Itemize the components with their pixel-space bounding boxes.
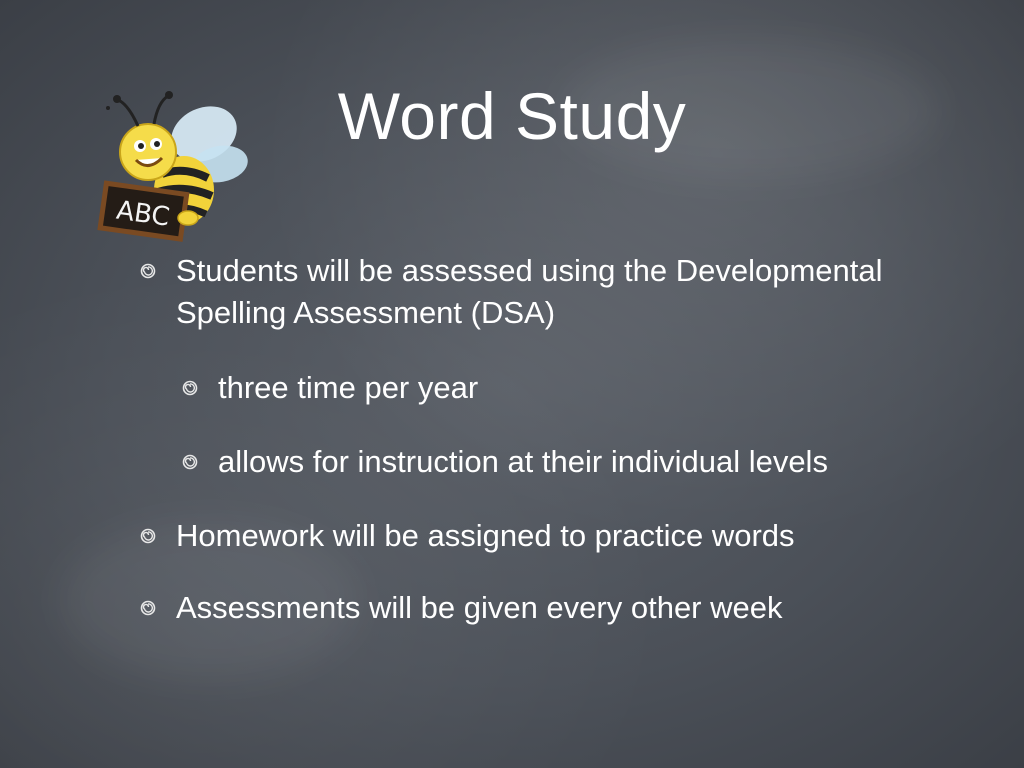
- swirl-bullet-icon: [182, 454, 198, 470]
- bullet-list: [140, 250, 960, 629]
- swirl-bullet-icon: [182, 380, 198, 396]
- page-title: Word Study: [337, 79, 687, 153]
- chalkboard-label: ABC: [114, 195, 172, 233]
- bullet-text: Students will be assessed using the Developmental Spelling Assessment (DSA): [176, 253, 883, 330]
- swirl-bullet-icon: [140, 263, 156, 279]
- sub-bullet-item: [140, 441, 960, 483]
- bullet-text: Homework will be assigned to practice words: [176, 518, 795, 553]
- sub-bullet-item: [140, 367, 960, 409]
- bullet-item: [140, 250, 960, 334]
- bullet-text: three time per year: [218, 370, 479, 405]
- bullet-text: allows for instruction at their individual levels: [218, 444, 828, 479]
- bullet-item: [140, 587, 960, 629]
- swirl-bullet-icon: [140, 528, 156, 544]
- bullet-text: Assessments will be given every other week: [176, 590, 783, 625]
- swirl-bullet-icon: [140, 600, 156, 616]
- bullet-item: [140, 515, 960, 557]
